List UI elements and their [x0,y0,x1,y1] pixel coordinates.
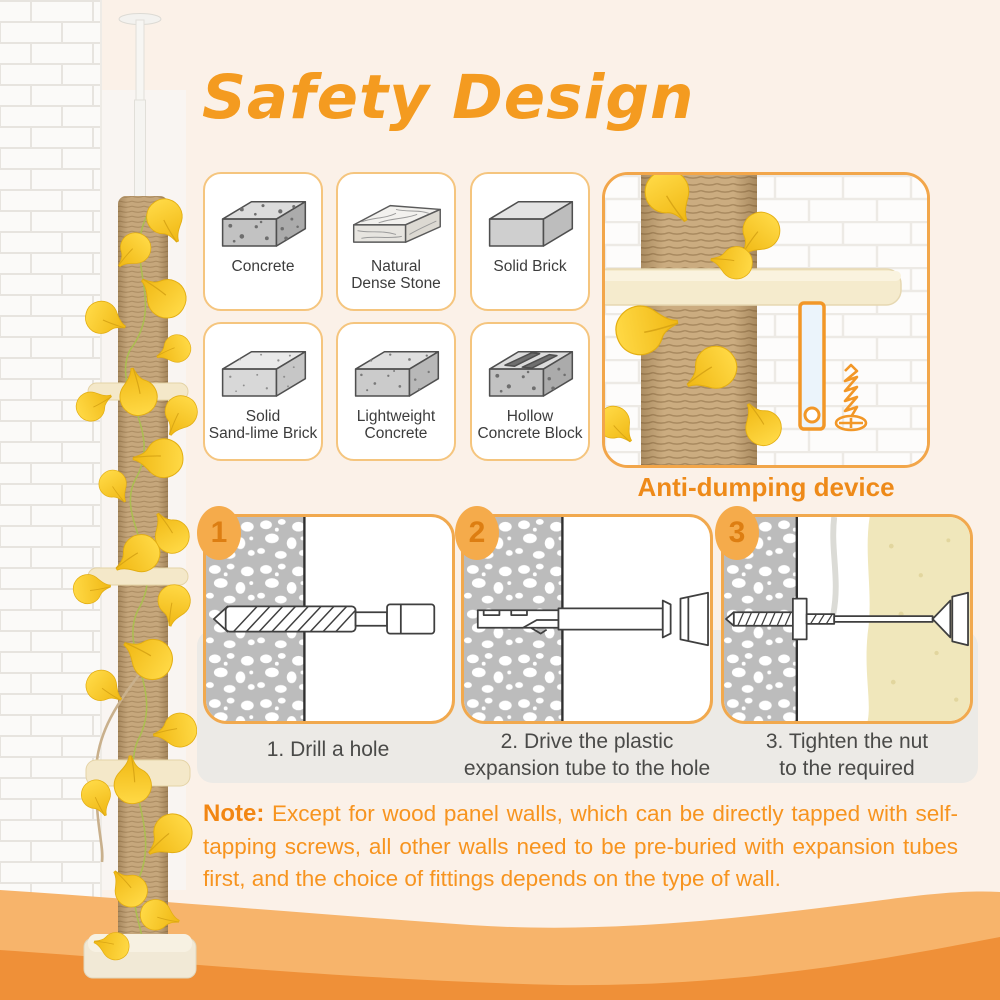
card-label: Hollow Concrete Block [477,408,583,443]
anti-dumping-photo-panel [602,172,930,468]
anti-dumping-caption: Anti-dumping device [637,472,895,502]
step-1-badge: 1 [197,506,241,560]
note-text: Except for wood panel walls, which can be directly tapped with self-tapping screws, all other walls need to be pre-buried with expansion tubes first, and the choice of fittings depends on the type of wall. [203,801,958,892]
step-2-caption: 2. Drive the plastic expansion tube to the hole [463,730,711,781]
card-label: Natural Dense Stone [351,258,441,293]
card-lightweight-concrete [336,322,456,461]
wall-type-cards [203,172,593,462]
step-1-caption: 1. Drill a hole [266,738,390,761]
step-2-badge: 2 [455,506,499,560]
natural-dense-stone-icon [346,190,446,252]
card-hollow-concrete-block [470,322,590,461]
card-label: Concrete [231,258,295,275]
card-solid-sand-lime-brick [203,322,323,461]
card-label: Solid Brick [493,258,567,275]
expansion-tube-step-illustration [464,517,710,721]
hollow-concrete-block-icon [480,340,580,402]
card-label: Solid Sand-lime Brick [208,408,318,443]
anti-dumping-photo [605,175,927,465]
solid-sand-lime-brick-icon [213,340,313,402]
drill-bit [214,604,434,633]
hanging-cord [833,517,836,614]
card-solid-brick [470,172,590,311]
tighten-nut-step-illustration [724,517,970,721]
drill-step-illustration [206,517,452,721]
concrete-block-icon [213,190,313,252]
step-3-caption: 3. Tighten the nut to the required [765,730,929,781]
lightweight-concrete-icon [346,340,446,402]
solid-brick-icon [480,190,580,252]
note-paragraph [203,797,958,895]
step-3-badge: 3 [715,506,759,560]
step-2-panel [461,514,713,724]
card-natural-dense-stone [336,172,456,311]
step-3-panel [721,514,973,724]
step-1-panel [203,514,455,724]
cat-pole-product-photo [0,0,210,1000]
note-label: Note: [203,800,265,827]
card-concrete [203,172,323,311]
anti-dumping-strap [800,303,824,429]
card-label: Lightweight Concrete [356,408,436,443]
page-title: Safety Design [202,62,695,133]
